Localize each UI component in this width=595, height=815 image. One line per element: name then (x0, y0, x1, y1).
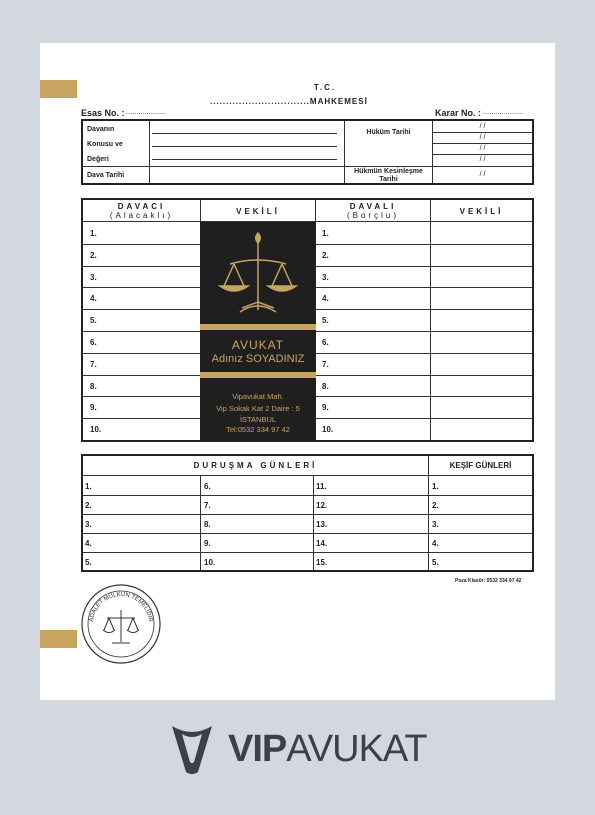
hearing-cell-number: 4. (432, 539, 439, 548)
date-mark: / / (479, 123, 486, 130)
row-divider (83, 266, 200, 267)
davaci-row-number: 4. (90, 294, 97, 304)
gold-tab-top (40, 80, 77, 98)
konusu-label: Konusu ve (87, 141, 123, 148)
scales-of-justice-icon (200, 230, 316, 320)
davali-row-number: 4. (322, 294, 329, 304)
row-divider (83, 495, 532, 496)
divider (430, 200, 431, 440)
row-divider (316, 266, 532, 267)
degeri-label: Değeri (87, 156, 109, 163)
davali-row-number: 3. (322, 272, 329, 282)
row-divider (316, 353, 532, 354)
row-divider (83, 287, 200, 288)
davali-row-number: 10. (322, 425, 334, 435)
hearing-cell-number: 13. (316, 520, 328, 529)
tc-label: T.C. (313, 83, 337, 92)
hearing-cell-number: 14. (316, 539, 328, 548)
row-divider (316, 375, 532, 376)
karar-dots: ..................... (482, 109, 523, 116)
hearing-cell-number: 9. (204, 539, 211, 548)
esas-label: Esas No. : (81, 108, 125, 118)
kesif-header: KEŞİF GÜNLERİ (449, 461, 512, 470)
davali-header: DAVALI (349, 202, 397, 211)
divider (432, 143, 532, 144)
kesinlesme-label-2: Tarihi (379, 176, 398, 183)
davaci-row-number: 7. (90, 359, 97, 369)
davaci-row-number: 10. (90, 425, 102, 435)
fill-line (152, 133, 337, 134)
lawyer-card (200, 222, 316, 440)
date-mark: / / (479, 156, 486, 163)
davaci-row-number: 6. (90, 338, 97, 347)
davaci-row-number: 9. (90, 403, 97, 413)
row-divider (83, 331, 200, 332)
kesinlesme-label-1: Hükmün Kesinleşme (354, 168, 423, 175)
davali-row-number: 8. (322, 381, 329, 391)
davali-row-number: 5. (322, 316, 329, 326)
divider (313, 476, 314, 570)
divider (83, 166, 532, 167)
davali-row-number: 7. (322, 359, 329, 369)
card-name: Adınız SOYADINIZ (211, 353, 305, 365)
hearing-cell-number: 3. (85, 520, 92, 529)
row-divider (83, 533, 532, 534)
gold-tab-bottom (40, 630, 77, 648)
card-address-2: Vip Sokak Kat 2 Daire : 5 (216, 404, 300, 413)
hearing-cell-number: 3. (432, 520, 439, 529)
hearing-cell-number: 8. (204, 520, 211, 529)
hearing-cell-number: 7. (204, 501, 211, 510)
row-divider (83, 514, 532, 515)
davaci-row-number: 5. (90, 316, 97, 326)
hukum-tarihi-label: Hüküm Tarihi (366, 129, 411, 136)
vekili2-header: VEKİLİ (459, 207, 504, 216)
divider (149, 121, 150, 183)
hearing-cell-number: 11. (316, 482, 327, 491)
hearing-cell-number: 2. (85, 501, 92, 510)
card-city: İSTANBUL (239, 415, 277, 424)
card-title: AVUKAT (231, 338, 285, 352)
hearing-cell-number: 1. (432, 482, 439, 491)
row-divider (316, 244, 532, 245)
hearing-cell-number: 1. (85, 482, 92, 491)
vekili-header: VEKİLİ (236, 207, 280, 216)
davaci-row-number: 3. (90, 272, 97, 282)
dava-tarihi-label: Dava Tarihi (87, 172, 125, 179)
gold-band (200, 324, 316, 330)
brand-vip: VIP (228, 728, 287, 770)
date-mark: / / (479, 134, 486, 141)
davali-row-number: 9. (322, 403, 329, 413)
gold-band (200, 372, 316, 378)
hearing-cell-number: 15. (316, 558, 328, 567)
hearing-cell-number: 5. (432, 558, 439, 567)
date-mark: / / (479, 145, 486, 152)
durusma-header: DURUŞMA GÜNLERİ (193, 461, 318, 470)
row-divider (316, 331, 532, 332)
davaci-row-number: 2. (90, 250, 97, 260)
davaci-row-number: 1. (90, 229, 97, 238)
vip-avukat-logo-icon (168, 722, 216, 776)
hearing-cell-number: 4. (85, 539, 92, 548)
davaci-header: DAVACI (117, 202, 166, 211)
hearing-cell-number: 10. (204, 558, 216, 567)
row-divider (316, 287, 532, 288)
divider (200, 476, 201, 570)
row-divider (83, 353, 200, 354)
card-phone: Tel:0532 334 97 42 (226, 425, 290, 434)
court-name: ...............................MAHKEMESİ (210, 97, 368, 106)
row-divider (83, 552, 532, 553)
row-divider (83, 375, 200, 376)
fill-line (152, 159, 337, 160)
row-divider (316, 396, 532, 397)
row-divider (83, 244, 200, 245)
hearing-cell-number: 5. (85, 558, 92, 567)
date-mark: / / (479, 171, 486, 178)
brand-name (228, 728, 427, 771)
stamp-text: ADALET MÜLKÜN TEMELİDİR (89, 591, 153, 623)
karar-label: Karar No. : (435, 108, 482, 118)
davanin-label: Davanın (87, 126, 115, 133)
row-divider (83, 418, 200, 419)
alacakli-header: (Alacaklı) (109, 211, 174, 220)
hearing-cell-number: 6. (204, 482, 211, 491)
row-divider (83, 396, 200, 397)
davali-row-number: 1. (322, 229, 329, 238)
davali-row-number: 6. (322, 338, 329, 347)
hearing-cell-number: 2. (432, 501, 439, 510)
divider (432, 132, 532, 133)
row-divider (316, 309, 532, 310)
brand-avukat: AVUKAT (286, 728, 427, 770)
hearings-table (81, 454, 534, 572)
justice-stamp-icon (79, 582, 163, 666)
davaci-row-number: 8. (90, 381, 97, 391)
hearing-cell-number: 12. (316, 501, 328, 510)
divider (432, 154, 532, 155)
fill-line (152, 146, 337, 147)
row-divider (83, 309, 200, 310)
divider (83, 475, 532, 476)
card-address-1: Vipavukat Mah. (232, 392, 284, 401)
borclu-header: (Borçlu) (346, 211, 399, 220)
davali-row-number: 2. (322, 250, 329, 260)
footer-note: Poza Klasör: 0532 334 97 42 (455, 578, 522, 584)
row-divider (316, 418, 532, 419)
esas-dots: ..................... (125, 109, 166, 116)
